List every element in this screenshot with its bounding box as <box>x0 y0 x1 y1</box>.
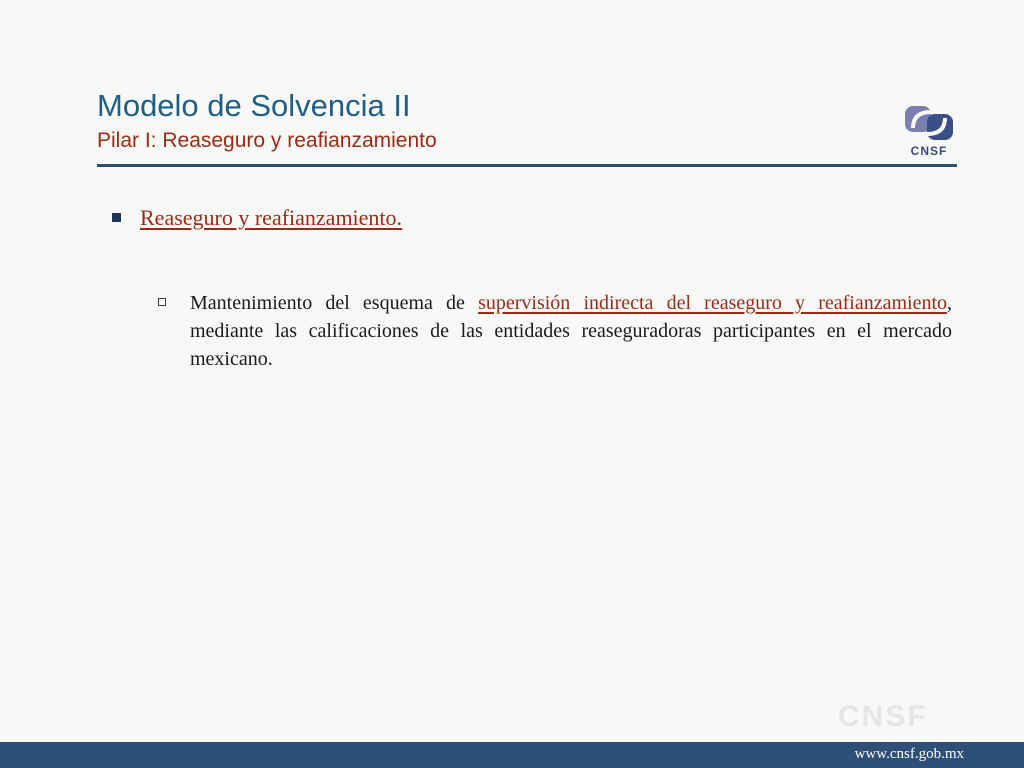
footer-url[interactable]: www.cnsf.gob.mx <box>854 746 964 762</box>
sub-bullet-text-before: Mantenimiento del esquema de <box>190 292 479 314</box>
sub-bullet-paragraph <box>190 289 952 373</box>
cnsf-logo-icon <box>901 102 957 144</box>
bullet-level-2 <box>158 289 952 373</box>
supervision-link[interactable]: supervisión indirecta del reaseguro y reafianzamiento <box>478 292 948 314</box>
slide-title: Modelo de Solvencia II <box>97 88 411 123</box>
slide-subtitle: Pilar I: Reaseguro y reafianzamiento <box>97 129 437 152</box>
filled-square-bullet-icon <box>112 213 121 222</box>
footer-bar <box>0 742 1024 768</box>
hollow-square-bullet-icon <box>158 298 166 306</box>
logo-text: CNSF <box>910 144 948 158</box>
cnsf-watermark: CNSF <box>838 700 928 733</box>
bullet-level-1 <box>112 205 912 231</box>
title-divider <box>97 164 957 167</box>
bullet-heading-link[interactable]: Reaseguro y reafianzamiento. <box>140 205 403 230</box>
sub-bullet-text-after: , mediante las calificaciones de las entidades reaseguradoras participantes en el mercado mexicano. <box>190 292 953 370</box>
cnsf-logo <box>901 102 957 158</box>
